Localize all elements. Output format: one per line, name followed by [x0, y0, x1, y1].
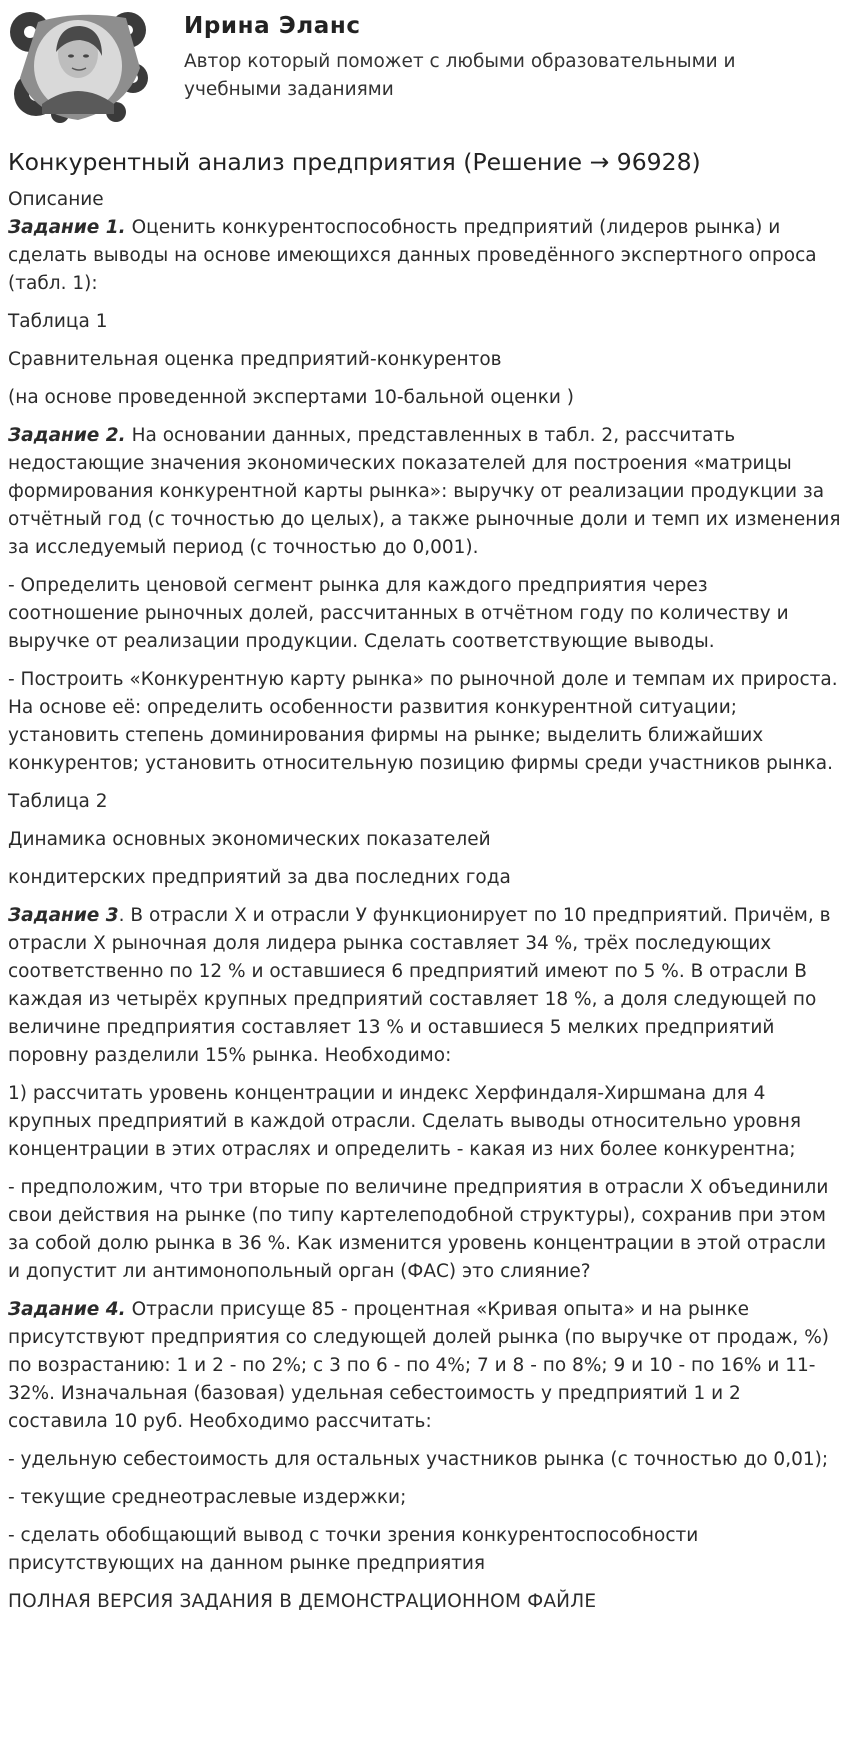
paragraph-text: Динамика основных экономических показателей	[8, 829, 491, 850]
paragraph	[8, 308, 841, 336]
author-avatar[interactable]	[8, 8, 150, 124]
paragraph-text: (на основе проведенной экспертами 10-бальной оценки )	[8, 387, 575, 408]
paragraph	[8, 384, 841, 412]
paragraph-text: - текущие среднеотраслевые издержки;	[8, 1487, 407, 1508]
paragraph	[8, 1446, 841, 1474]
task-heading: Задание 3	[8, 905, 119, 926]
paragraph	[8, 1296, 841, 1436]
paragraph-text: Сравнительная оценка предприятий-конкурентов	[8, 349, 502, 370]
paragraph-text: . В отрасли Х и отрасли У функционирует по 10 предприятий. Причём, в отрасли Х рыночная доля лидера рынка составляет 34 %, трёх последующих соответственно по 12 % и оставшиеся 6 предприятий имеют по 5 %. В отрасли В каждая из четырёх крупных предприятий составляет 18 %, а доля следующей по величине предприятия составляет 13 % и оставшиеся 5 мелких предприятий поровну разделили 15% рынка. Необходимо:	[8, 905, 831, 1066]
paragraph-text: Отрасли присуще 85 - процентная «Кривая опыта» и на рынке присутствуют предприятия со следующей долей рынка (по выручке от продаж, %) по возрастанию: 1 и 2 - по 2%; с 3 по 6 - по 4%; 7 и 8 - по 8%; 9 и 10 - по 16% и 11- 32%. Изначальная (базовая) удельная себестоимость у предприятий 1 и 2 составила 10 руб. Необходимо рассчитать:	[8, 1299, 829, 1432]
paragraph-text: - Построить «Конкурентную карту рынка» по рыночной доле и темпам их прироста. На основе её: определить особенности развития конкурентной ситуации; установить степень доминирования фирмы на рынке; выделить ближайших конкурентов; установить относительную позицию фирмы среди участников рынка.	[8, 669, 838, 774]
task-heading: Задание 4.	[8, 1299, 126, 1320]
paragraph-text: 1) рассчитать уровень концентрации и индекс Херфиндаля-Хиршмана для 4 крупных предприятий в каждой отрасли. Сделать выводы относительно уровня концентрации в этих отраслях и определить - какая из них более конкурентна;	[8, 1083, 801, 1160]
paragraph	[8, 1080, 841, 1164]
paragraph	[8, 346, 841, 374]
paragraph-text: - сделать обобщающий вывод с точки зрения конкурентоспособности присутствующих на данном рынке предприятия	[8, 1525, 699, 1574]
paragraph-text: кондитерских предприятий за два последних года	[8, 867, 511, 888]
full-version-notice: ПОЛНАЯ ВЕРСИЯ ЗАДАНИЯ В ДЕМОНСТРАЦИОННОМ ФАЙЛЕ	[8, 1591, 597, 1612]
paragraph	[8, 902, 841, 1070]
paragraph	[8, 214, 841, 298]
paragraph-text: - Определить ценовой сегмент рынка для каждого предприятия через соотношение рыночных долей, рассчитанных в отчётном году по количеству и выручке от реализации продукции. Сделать соответствующие выводы.	[8, 575, 789, 652]
task-heading: Задание 2.	[8, 425, 126, 446]
paragraph	[8, 666, 841, 778]
paragraph	[8, 1174, 841, 1286]
task-content	[8, 144, 841, 1616]
task-heading: Задание 1.	[8, 217, 126, 238]
page-title: Конкурентный анализ предприятия (Решение → 96928)	[8, 148, 701, 176]
paragraph-text: - предположим, что три вторые по величине предприятия в отрасли Х объединили свои действия на рынке (по типу картелеподобной структуры), сохранив при этом за собой долю рынка в 36 %. Как изменится уровень концентрации в этой отрасли и допустит ли антимонопольный орган (ФАС) это слияние?	[8, 1177, 829, 1282]
paragraph	[8, 1522, 841, 1578]
author-description: Автор который поможет с любыми образовательными и учебными заданиями	[184, 51, 736, 100]
author-card	[0, 0, 847, 135]
paragraph	[8, 1484, 841, 1512]
paragraph	[8, 788, 841, 816]
paragraph-text: Оценить конкурентоспособность предприятий (лидеров рынка) и сделать выводы на основе имеющихся данных проведённого экспертного опроса (табл. 1):	[8, 217, 817, 294]
paragraph-text: Таблица 1	[8, 311, 108, 332]
paragraph	[8, 422, 841, 562]
paragraph	[8, 864, 841, 892]
paragraph	[8, 826, 841, 854]
paragraph-text: Таблица 2	[8, 791, 108, 812]
paragraph-text: На основании данных, представленных в табл. 2, рассчитать недостающие значения экономических показателей для построения «матрицы формирования конкурентной карты рынка»: выручку от реализации продукции за отчётный год (с точностью до целых), а также рыночные доли и темп их изменения за исследуемый период (с точностью до 0,001).	[8, 425, 841, 558]
author-name[interactable]: Ирина Эланс	[184, 13, 361, 39]
paragraph-text: - удельную себестоимость для остальных участников рынка (с точностью до 0,01);	[8, 1449, 829, 1470]
description-label: Описание	[8, 189, 104, 210]
paragraph	[8, 572, 841, 656]
